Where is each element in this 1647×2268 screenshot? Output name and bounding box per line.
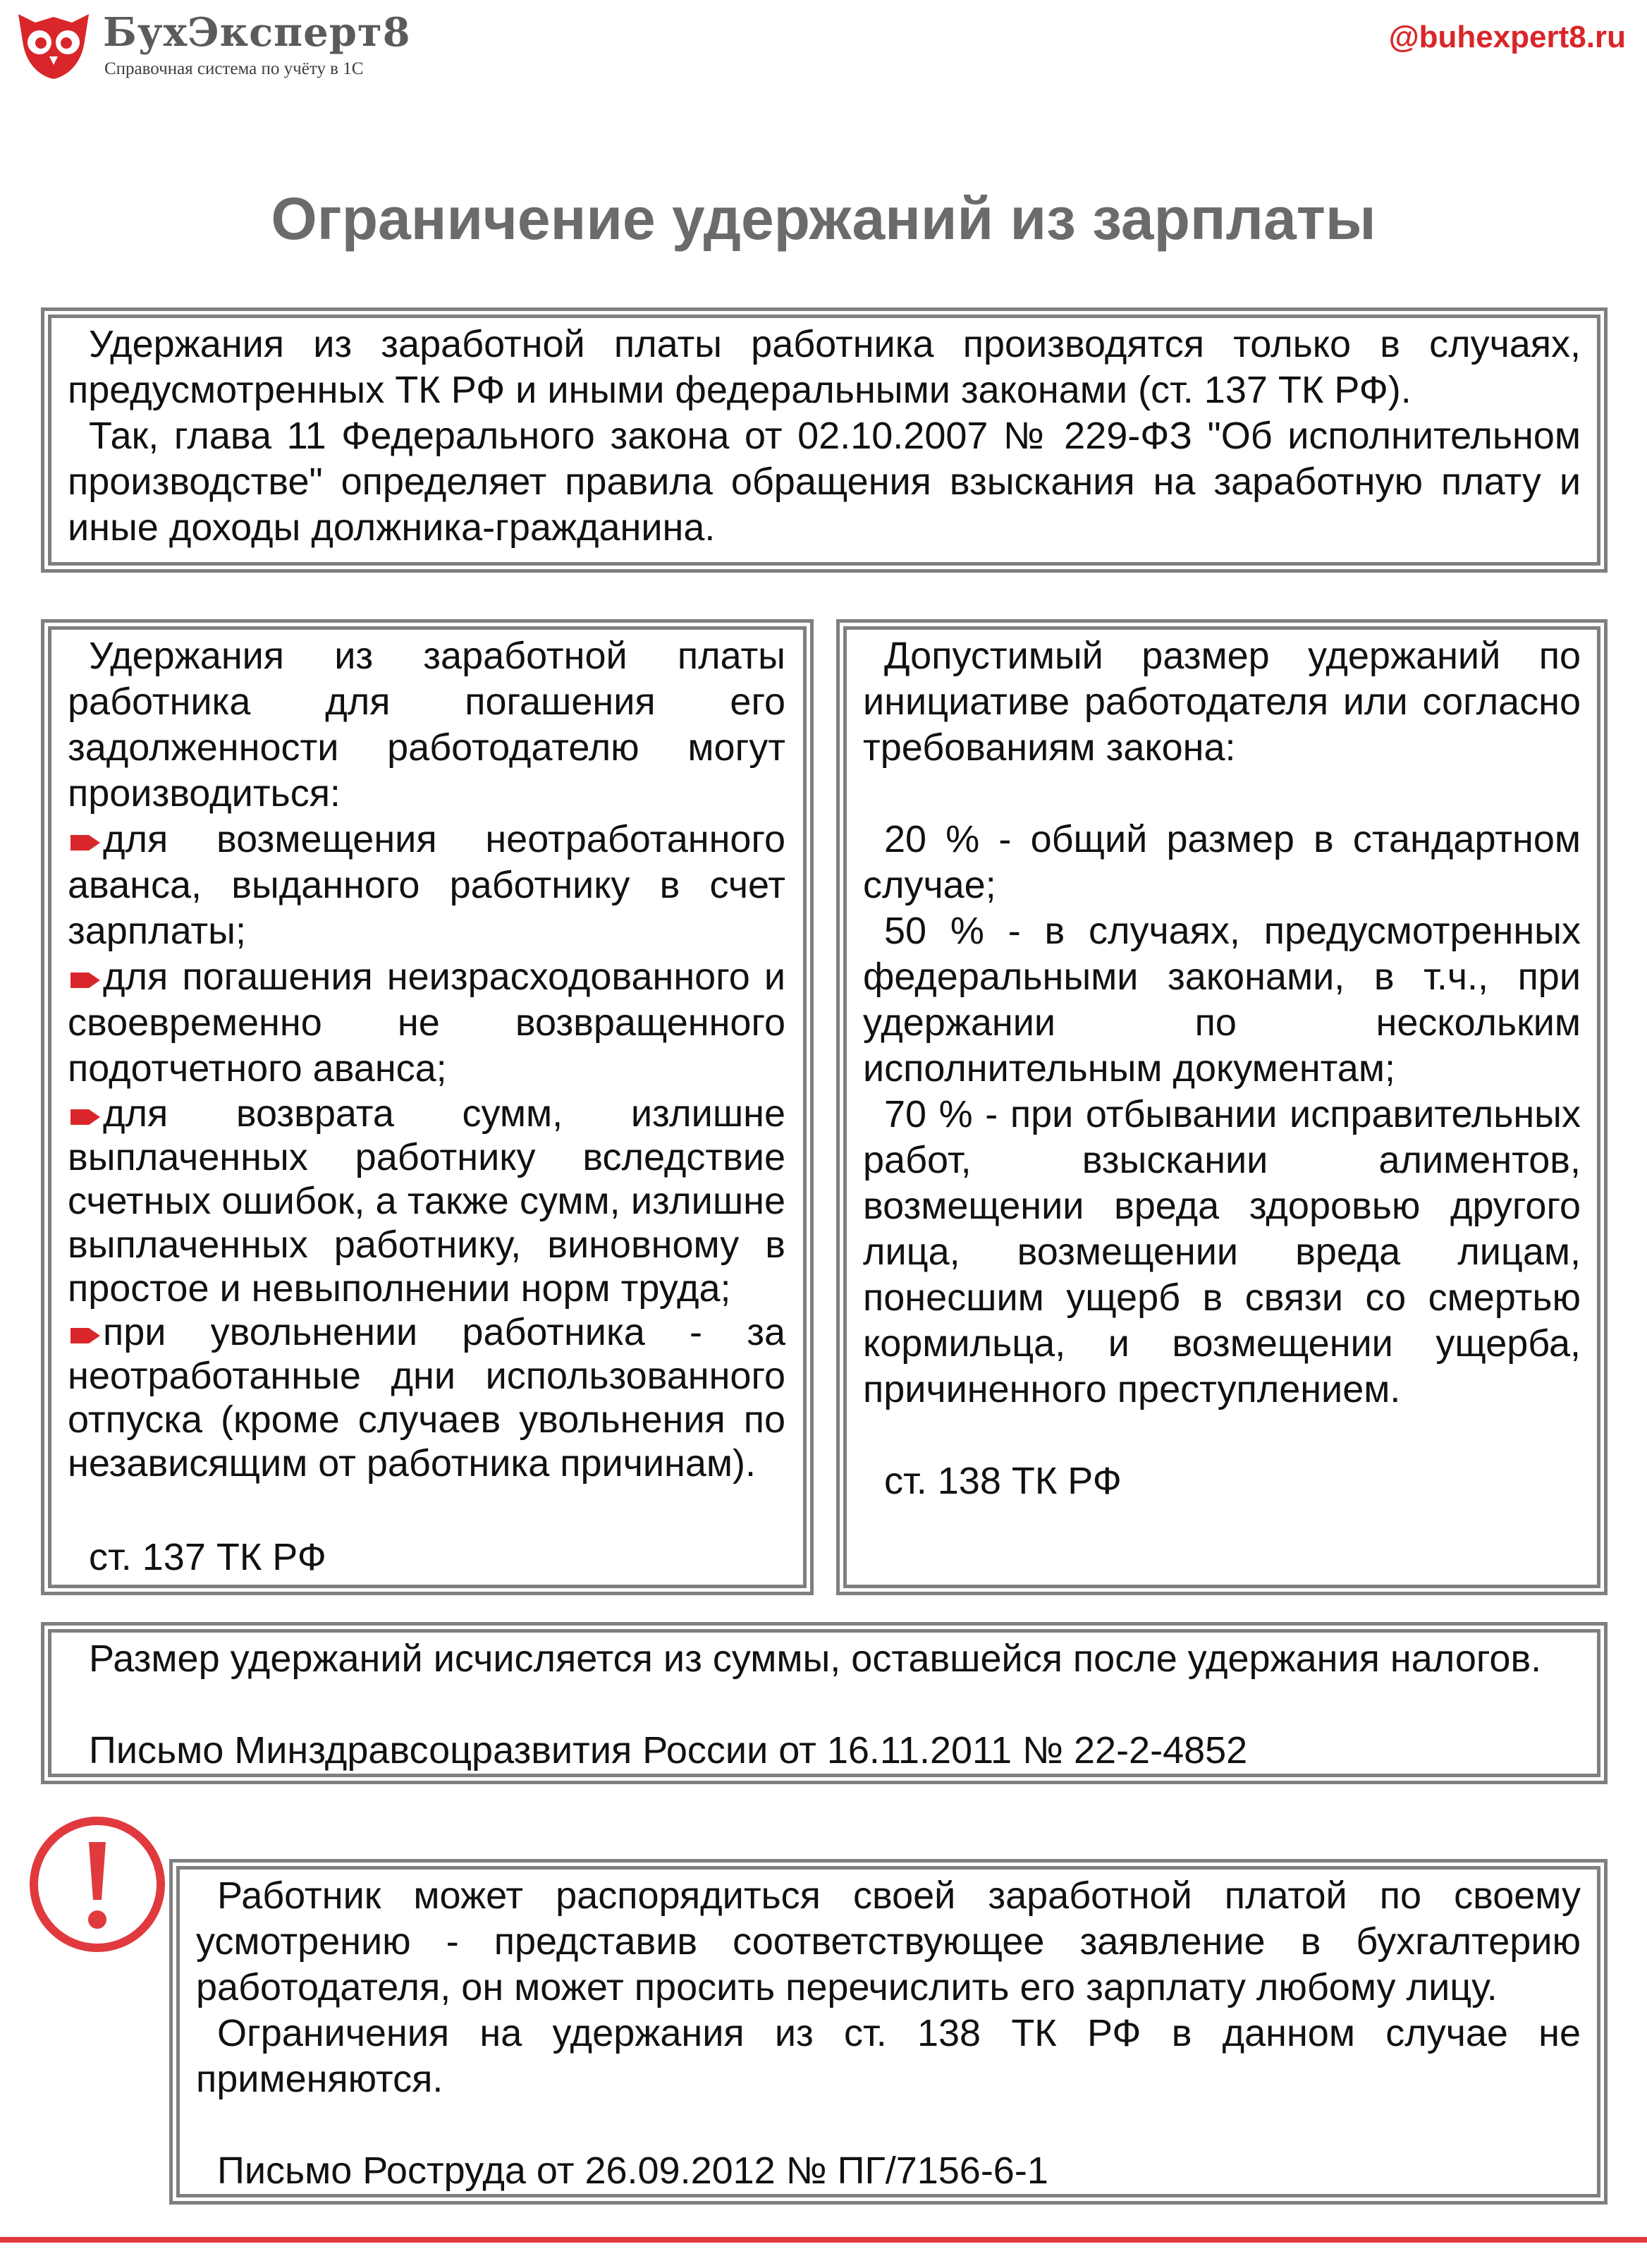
left-item-2: для погашения неизрасходованного и своевременно не возвращенного подотчетного аванса;: [68, 956, 785, 1090]
taxes-reference: Письмо Минздравсоцразвития России от 16.11.2011 № 22-2-4852: [89, 1729, 1248, 1772]
intro-paragraph-2: Так, глава 11 Федерального закона от 02.10.2007 № 229-ФЗ "Об исполнительном производстве" определяет правила обращения взыскания на заработную плату и иные доходы должника-гражданина.: [68, 415, 1581, 549]
note-text: [196, 1873, 1581, 2194]
intro-paragraph-1: Удержания из заработной платы работника производятся только в случаях, предусмотренных ТК РФ и иными федеральными законами (ст. 137 ТК РФ).: [68, 323, 1581, 411]
right-reference: ст. 138 ТК РФ: [884, 1460, 1122, 1502]
left-item-1: для возмещения неотработанного аванса, выданного работнику в счет зарплаты;: [68, 818, 785, 952]
note-reference: Письмо Роструда от 26.09.2012 № ПГ/7156-6-1: [217, 2150, 1048, 2192]
bottom-divider: [0, 2237, 1647, 2243]
right-arrow-icon: [68, 832, 102, 853]
right-item-2: 50 % - в случаях, предусмотренных федеральными законами, в т.ч., при удержании по нескольким исполнительным документам;: [863, 910, 1581, 1090]
list-item: [68, 954, 785, 1092]
list-item: [68, 1310, 785, 1485]
list-item: [68, 817, 785, 954]
right-arrow-icon: [68, 1106, 102, 1128]
logo: [14, 7, 465, 85]
exclamation-circle-icon: [27, 1814, 168, 1955]
logo-title: БухЭксперт8: [103, 9, 411, 56]
list-item: [68, 1092, 785, 1310]
site-link[interactable]: @buhexpert8.ru: [1388, 20, 1626, 54]
right-item-3: 70 % - при отбывании исправительных работ, взыскании алиментов, возмещении вреда здоровью другого лица, возмещении вреда лицам, понесшим ущерб в связи со смертью кормильца, и возмещении ущерба, причиненного преступлением.: [863, 1093, 1581, 1410]
page-title: Ограничение удержаний из зарплаты: [271, 185, 1376, 252]
note-paragraph-2: Ограничения на удержания из ст. 138 ТК РФ в данном случае не применяются.: [196, 2012, 1581, 2100]
right-arrow-icon: [68, 970, 102, 991]
left-item-3: для возврата сумм, излишне выплаченных работнику вследствие счетных ошибок, а также сумм, излишне выплаченных работнику, виновному в простое и невыполнении норм труда;: [68, 1092, 785, 1310]
right-arrow-icon: [68, 1325, 102, 1346]
right-intro: Допустимый размер удержаний по инициативе работодателя или согласно требованиям закона:: [863, 635, 1581, 769]
left-item-4: при увольнении работника - за неотработанные дни использованного отпуска (кроме случаев увольнения по независящим от работника причинам).: [68, 1311, 785, 1484]
left-reference: ст. 137 ТК РФ: [89, 1536, 326, 1578]
right-item-1: 20 % - общий размер в стандартном случае;: [863, 818, 1581, 906]
taxes-text: Размер удержаний исчисляется из суммы, оставшейся после удержания налогов.: [89, 1638, 1542, 1680]
owl-logo-icon: [14, 7, 93, 80]
left-intro: Удержания из заработной платы работника для погашения его задолженности работодателю могут производиться:: [68, 635, 785, 815]
intro-text: [68, 322, 1581, 551]
left-text: [68, 633, 785, 1485]
right-text: [863, 633, 1581, 1504]
logo-subtitle: Справочная система по учёту в 1С: [104, 59, 364, 78]
note-paragraph-1: Работник может распорядиться своей заработной платой по своему усмотрению - представив соответствующее заявление в бухгалтерию работодателя, он может просить перечислить его зарплату любому лицу.: [196, 1874, 1581, 2008]
